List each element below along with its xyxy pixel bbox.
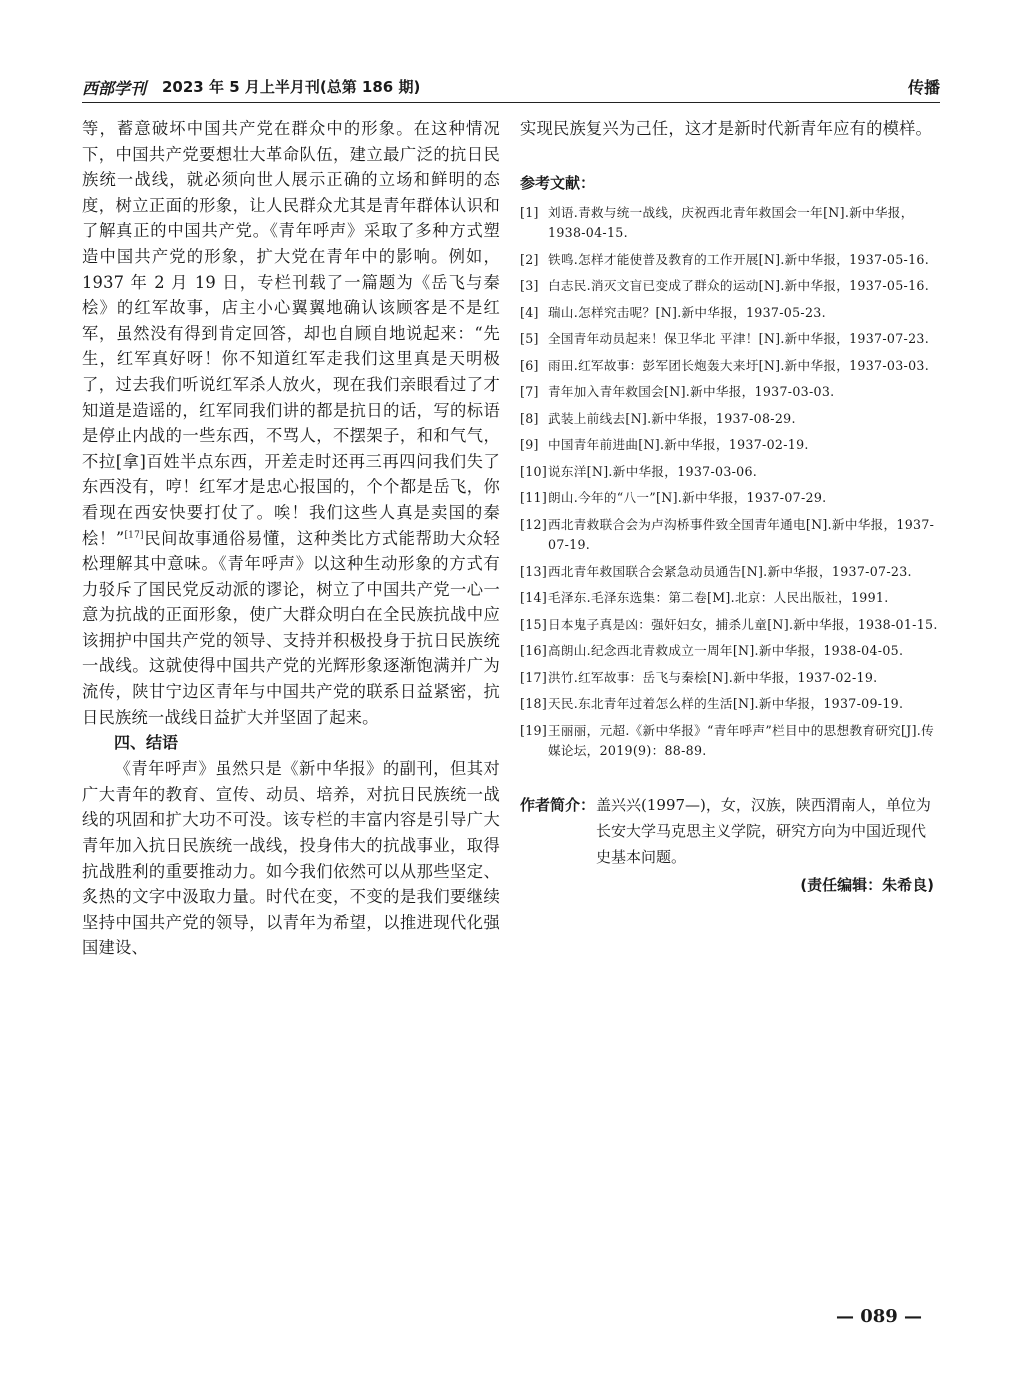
reference-text: 朗山.今年的“八一”[N].新中华报，1937-07-29. <box>548 490 827 506</box>
reference-number: [19] <box>520 722 548 738</box>
reference-text: 王丽丽，元超.《新中华报》“青年呼声”栏目中的思想教育研究[J].传媒论坛，2019(9)：88-89. <box>548 722 934 759</box>
left-column <box>82 116 500 961</box>
reference-item <box>520 562 940 583</box>
reference-number: [16] <box>520 643 548 659</box>
reference-number: [1] <box>520 204 539 220</box>
issue-info: 2023 年 5 月上半月刊(总第 186 期) <box>162 78 421 96</box>
right-column <box>520 116 940 895</box>
reference-text: 天民.东北青年过着怎么样的生活[N].新中华报，1937-09-19. <box>548 696 904 712</box>
reference-text: 洪竹.红军故事：岳飞与秦桧[N].新中华报，1937-02-19. <box>548 669 878 685</box>
reference-item <box>520 250 940 271</box>
reference-text: 毛泽东.毛泽东选集：第二卷[M].北京：人民出版社，1991. <box>548 590 889 606</box>
reference-item <box>520 409 940 430</box>
reference-text: 雨田.红军故事：彭军团长炮轰大来圩[N].新中华报，1937-03-03. <box>548 357 930 373</box>
reference-text: 瑞山.怎样究击呢？[N].新中华报，1937-05-23. <box>548 304 826 320</box>
body-paragraph-conclusion: 《青年呼声》虽然只是《新中华报》的副刊，但其对广大青年的教育、宣传、动员、培养，对抗日民族统一战线的巩固和扩大功不可没。该专栏的丰富内容是引导广大青年加入抗日民族统一战线，投身伟大的抗战事业，取得抗战胜利的重要推动力。如今我们依然可以从那些坚定、炙热的文字中汲取力量。时代在变，不变的是我们要继续坚持中国共产党的领导，以青年为希望，以推进现代化强国建设、 <box>82 759 500 958</box>
reference-number: [13] <box>520 563 548 579</box>
reference-item <box>520 488 940 509</box>
reference-number: [9] <box>520 437 539 453</box>
reference-text: 中国青年前进曲[N].新中华报，1937-02-19. <box>548 437 809 453</box>
reference-number: [18] <box>520 696 548 712</box>
reference-number: [10] <box>520 463 548 479</box>
reference-item <box>520 515 940 556</box>
references-title: 参考文献： <box>520 173 596 192</box>
reference-number: [12] <box>520 516 548 532</box>
page-number: — 089 — <box>835 1306 923 1327</box>
page-header <box>82 70 940 104</box>
reference-number: [14] <box>520 590 548 606</box>
reference-item <box>520 588 940 609</box>
reference-item <box>520 303 940 324</box>
reference-item <box>520 615 940 636</box>
reference-item <box>520 356 940 377</box>
reference-number: [4] <box>520 304 539 320</box>
reference-item <box>520 694 940 715</box>
reference-number: [11] <box>520 490 548 506</box>
reference-number: [7] <box>520 384 539 400</box>
author-bio-text: 盖兴兴(1997—)，女，汉族，陕西渭南人，单位为长安大学马克思主义学院，研究方向为中国近现代史基本问题。 <box>596 795 931 866</box>
reference-item <box>520 435 940 456</box>
reference-item <box>520 721 940 762</box>
reference-number: [6] <box>520 357 539 373</box>
reference-item <box>520 329 940 350</box>
reference-text: 西北青年救国联合会紧急动员通告[N].新中华报，1937-07-23. <box>548 563 912 579</box>
reference-number: [5] <box>520 331 539 347</box>
reference-text: 青年加入青年救国会[N].新中华报，1937-03-03. <box>548 384 835 400</box>
author-bio-label: 作者简介： <box>520 795 596 814</box>
reference-text: 西北青救联合会为卢沟桥事件致全国青年通电[N].新中华报，1937-07-19. <box>548 516 935 553</box>
reference-text: 高朗山.纪念西北青救成立一周年[N].新中华报，1938-04-05. <box>548 643 904 659</box>
paragraph-text: 等，蓄意破坏中国共产党在群众中的形象。在这种情况下，中国共产党要想壮大革命队伍，建立最广泛的抗日民族统一战线，就必须向世人展示正确的立场和鲜明的态度，树立正面的形象，让人民群众尤其是青年群体认识和了解真正的中国共产党。《青年呼声》采取了多种方式塑造中国共产党的形象，扩大党在青年中的影响。例如，1937 年 2 月 19 日，专栏刊载了一篇题为《岳飞与秦桧》的红军故事，店主小心翼翼地确认该顾客是不是红军，虽然没有得到肯定回答，却也自顾自地说起来：“先生，红军真好呀！你不知道红军走我们这里真是天明极了，过去我们听说红军杀人放火，现在我们亲眼看过了才知道是造谣的，红军同我们讲的都是抗日的话，写的标语是停止内战的一些东西，不骂人，不摆架子，和和气气，不拉[拿]百姓半点东西，开差走时还再三再四问我们失了东西没有，哼！红军才是忠心报国的，个个都是岳飞，你看现在西安快要打仗了。唉！我们这些人真是卖国的秦桧！” <box>82 119 500 548</box>
reference-text: 说东洋[N].新中华报，1937-03-06. <box>548 463 758 479</box>
citation-marker: [17] <box>124 530 144 541</box>
section-tag: 传播 <box>907 78 940 97</box>
reference-item <box>520 382 940 403</box>
body-paragraph-end: 实现民族复兴为己任，这才是新时代新青年应有的模样。 <box>520 119 933 138</box>
reference-item <box>520 276 940 297</box>
paragraph-text-tail: 民间故事通俗易懂，这种类比方式能帮助大众轻松理解其中意味。《青年呼声》以这种生动形象的方式有力驳斥了国民党反动派的谬论，树立了中国共产党一心一意为抗战的正面形象，使广大群众明白在全民族抗战中应该拥护中国共产党的领导、支持并积极投身于抗日民族统一战线。这就使得中国共产党的光辉形象逐渐饱满并广为流传，陕甘宁边区青年与中国共产党的联系日益紧密，抗日民族统一战线日益扩大并坚固了起来。 <box>82 528 500 727</box>
reference-number: [3] <box>520 278 539 294</box>
reference-text: 日本鬼子真是凶：强奸妇女，捕杀儿童[N].新中华报，1938-01-15. <box>548 616 938 632</box>
section-heading-conclusion: 四、结语 <box>114 733 179 753</box>
reference-item <box>520 668 940 689</box>
header-rule <box>82 102 940 103</box>
reference-text: 刘语.青救与统一战线，庆祝西北青年救国会一年[N].新中华报，1938-04-15. <box>548 204 914 241</box>
reference-text: 全国青年动员起来！保卫华北 平津！[N].新中华报，1937-07-23. <box>548 331 930 347</box>
reference-item <box>520 203 940 244</box>
reference-text: 白志民.消灭文盲已变成了群众的运动[N].新中华报，1937-05-16. <box>548 278 930 294</box>
references-list <box>520 203 940 762</box>
reference-text: 武装上前线去[N].新中华报，1937-08-29. <box>548 410 796 426</box>
author-bio <box>520 792 940 870</box>
reference-item <box>520 462 940 483</box>
reference-number: [8] <box>520 410 539 426</box>
reference-number: [15] <box>520 616 548 632</box>
body-paragraph-continued <box>82 116 500 730</box>
reference-text: 铁鸣.怎样才能使普及教育的工作开展[N].新中华报，1937-05-16. <box>548 251 930 267</box>
reference-item <box>520 641 940 662</box>
reference-number: [17] <box>520 669 548 685</box>
journal-logo: 西部学刊 <box>82 79 147 98</box>
reference-number: [2] <box>520 251 539 267</box>
responsible-editor: (责任编辑：朱希良) <box>800 875 934 894</box>
